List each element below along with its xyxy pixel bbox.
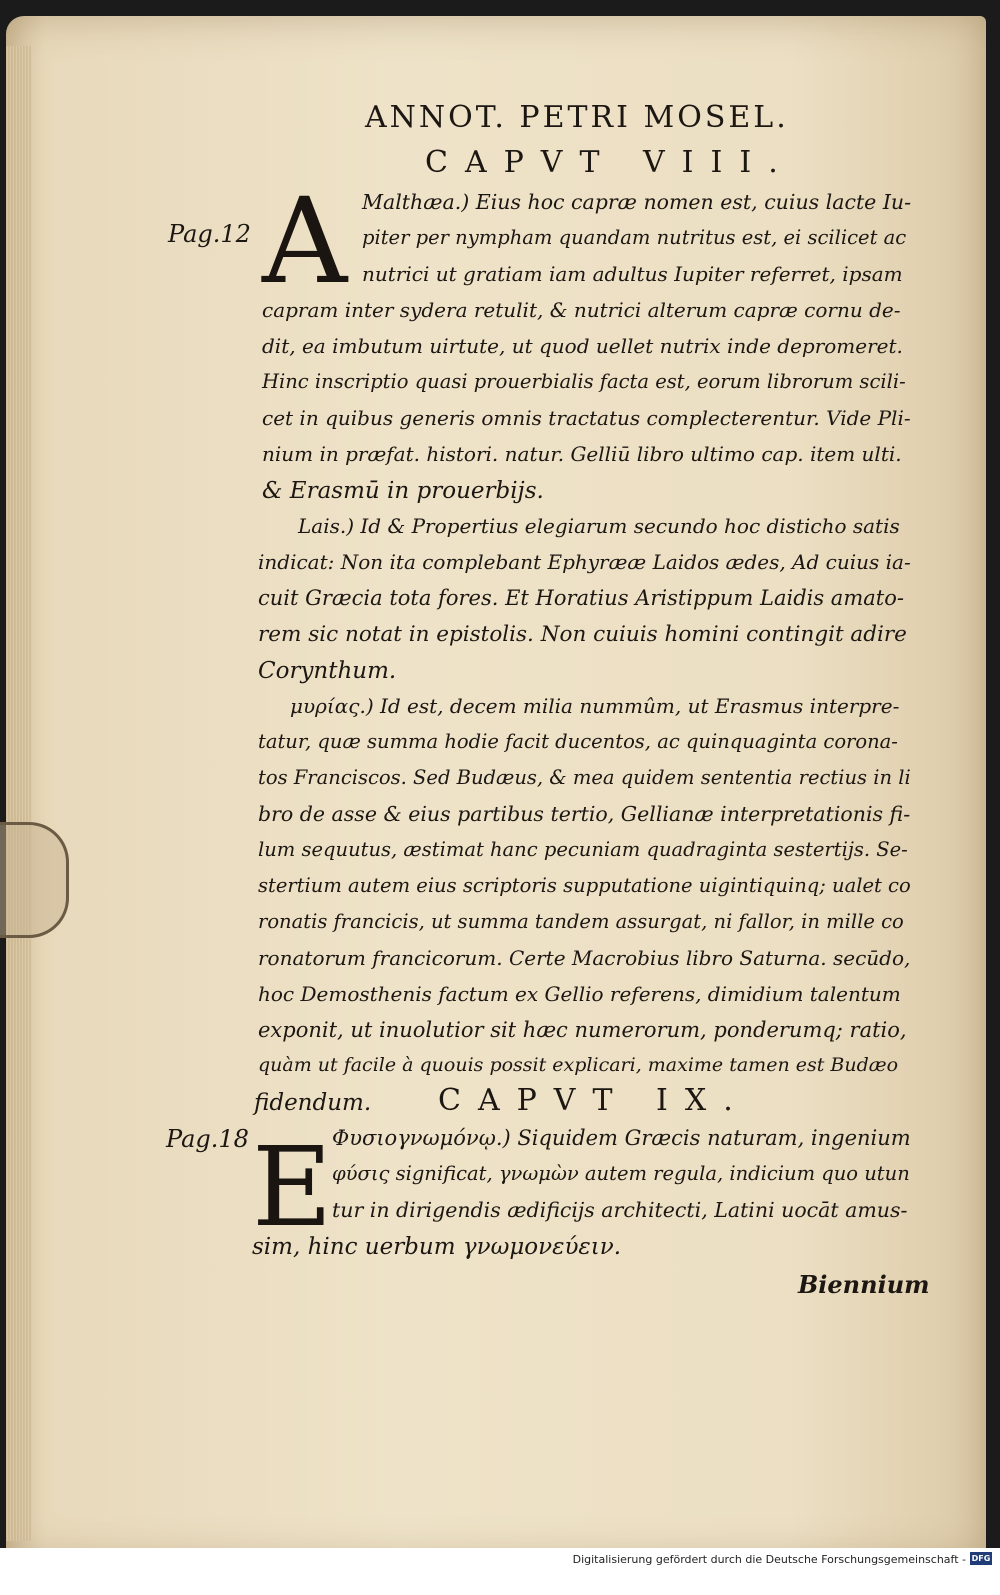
chapter-8-line-20: stertium autem eius scriptoris supputatione uigintiquinq; ualet co	[258, 874, 911, 897]
chapter-8-line-22: ronatorum francicorum. Certe Macrobius libro Saturna. secūdo,	[258, 946, 911, 970]
chapter-8-line-18: bro de asse & eius partibus tertio, Gellianæ interpretationis fi-	[258, 802, 911, 826]
chapter-8-line-15: μυρίας.) Id est, decem milia nummûm, ut Erasmus interpre-	[290, 694, 900, 718]
dropcap-e: E	[252, 1123, 333, 1251]
page-edges	[6, 46, 32, 1541]
chapter-8-line-2: piter per nympham quandam nutritus est, ei scilicet ac	[362, 226, 907, 249]
chapter-8-heading: CAPVT VIII.	[425, 145, 795, 180]
chapter-8-line-14: Corynthum.	[258, 658, 397, 684]
chapter-8-line-4: capram inter sydera retulit, & nutrici alterum capræ cornu de-	[262, 298, 901, 322]
chapter-8-line-11: indicat: Non ita complebant Ephyrææ Laidos ædes, Ad cuius ia-	[258, 550, 911, 574]
chapter-9-line-4: sim, hinc uerbum γνωμονεύειν.	[252, 1234, 622, 1260]
chapter-8-line-23: hoc Demosthenis factum ex Gellio referens, dimidium talentum	[258, 982, 901, 1006]
dropcap-a: A	[262, 172, 348, 310]
chapter-8-line-7: cet in quibus generis omnis tractatus complecterentur. Vide Pli-	[262, 406, 911, 430]
chapter-8-line-26: fidendum.	[254, 1090, 372, 1116]
digitization-credit: Digitalisierung gefördert durch die Deutsche Forschungsgemeinschaft -	[572, 1553, 966, 1566]
chapter-8-line-10: Lais.) Id & Propertius elegiarum secundo hoc disticho satis	[298, 514, 900, 538]
chapter-8-line-3: nutrici ut gratiam iam adultus Iupiter referret, ipsam	[362, 262, 903, 286]
chapter-8-line-9: & Erasmū in prouerbijs.	[262, 478, 544, 504]
chapter-8-line-8: nium in præfat. histori. natur. Gelliū libro ultimo cap. item ulti.	[262, 442, 902, 466]
margin-note-page-12: Pag.12	[168, 220, 251, 248]
chapter-8-line-24: exponit, ut inuolutior sit hæc numerorum, ponderumq; ratio,	[258, 1018, 907, 1042]
chapter-9-line-2: φύσις significat, γνωμὼν autem regula, indicium quo utun	[332, 1162, 910, 1185]
running-head: ANNOT. PETRI MOSEL.	[365, 100, 789, 135]
dfg-logo-icon: DFG	[971, 1554, 991, 1563]
chapter-8-line-17: tos Franciscos. Sed Budæus, & mea quidem sententia rectius in li	[258, 766, 911, 789]
book-clasp	[0, 822, 69, 938]
chapter-8-line-16: tatur, quæ summa hodie facit ducentos, ac quinquaginta corona-	[258, 730, 898, 753]
chapter-8-line-21: ronatis francicis, ut summa tandem assurgat, ni fallor, in mille co	[258, 910, 904, 933]
chapter-8-line-5: dit, ea imbutum uirtute, ut quod uellet nutrix inde depromeret.	[262, 334, 903, 358]
chapter-9-heading: CAPVT IX.	[438, 1083, 750, 1118]
chapter-9-line-3: tur in dirigendis ædificijs architecti, Latini uocāt amus-	[332, 1198, 908, 1222]
chapter-9-line-1: Φυσιογνωμόνῳ.) Siquidem Græcis naturam, ingenium	[332, 1126, 911, 1150]
chapter-8-line-1: Malthæa.) Eius hoc capræ nomen est, cuius lacte Iu-	[362, 190, 912, 214]
catchword: Biennium	[798, 1270, 930, 1299]
margin-note-page-18: Pag.18	[166, 1125, 249, 1153]
chapter-8-line-19: lum sequutus, æstimat hanc pecuniam quadraginta sestertijs. Se-	[258, 838, 908, 861]
chapter-8-line-25: quàm ut facile à quouis possit explicari, maxime tamen est Budæo	[258, 1054, 899, 1076]
chapter-8-line-13: rem sic notat in epistolis. Non cuiuis homini contingit adire	[258, 622, 907, 647]
chapter-8-line-12: cuit Græcia tota fores. Et Horatius Aristippum Laidis amato-	[258, 586, 904, 610]
chapter-8-line-6: Hinc inscriptio quasi prouerbialis facta est, eorum librorum scili-	[262, 370, 906, 393]
